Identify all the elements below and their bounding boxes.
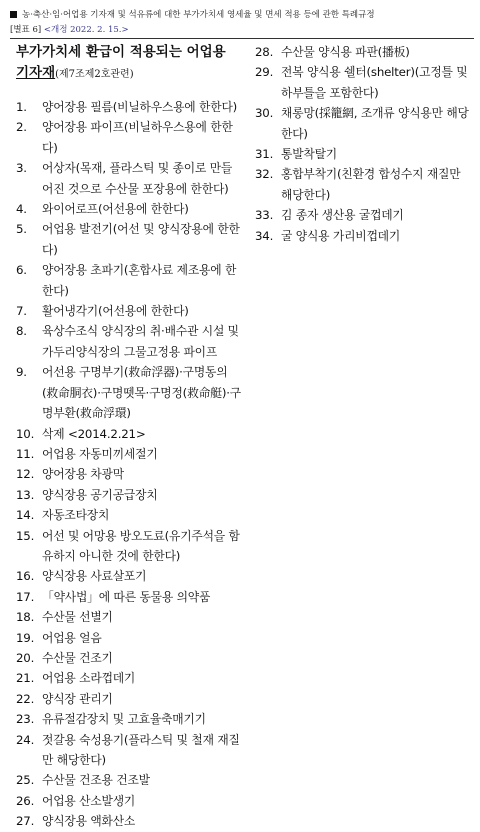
header-divider	[10, 38, 474, 39]
list-item	[16, 301, 242, 321]
list-item	[16, 505, 242, 525]
item-number: 17.	[16, 589, 35, 604]
list-item	[255, 42, 475, 62]
item-number: 6.	[16, 263, 27, 278]
item-number: 7.	[16, 304, 27, 319]
item-number: 18.	[16, 610, 35, 625]
regulation-title: 농·축산·임·어업용 기자재 및 석유류에 대한 부가가치세 영세율 및 면세 적용 등에 관한 특례규정	[22, 10, 375, 20]
list-item	[16, 117, 242, 158]
item-number: 8.	[16, 324, 27, 339]
item-text: 어업용 발전기(어선 및 양식장용에 한한다)	[42, 222, 240, 257]
list-item	[255, 103, 475, 144]
item-text: 「약사법」에 따른 동물용 의약품	[42, 589, 211, 604]
item-text: 채롱망(採籠網, 조개류 양식용만 해당한다)	[281, 106, 469, 141]
item-text: 와이어로프(어선용에 한한다)	[42, 202, 189, 217]
list-item	[16, 424, 242, 444]
item-number: 13.	[16, 487, 35, 502]
item-text: 김 종자 생산용 굴껍데기	[281, 208, 404, 223]
item-text: 육상수조식 양식장의 취·배수관 시설 및 가두리양식장의 그물고정용 파이프	[42, 324, 239, 359]
item-text: 어상자(목재, 플라스틱 및 종이로 만들어진 것으로 수산물 포장용에 한한다)	[42, 161, 233, 196]
item-number: 5.	[16, 222, 27, 237]
item-text: 양식장용 공기공급장치	[42, 487, 158, 502]
item-number: 29.	[255, 65, 274, 80]
item-number: 28.	[255, 45, 274, 59]
list-item	[16, 689, 242, 709]
item-text: 양어장용 파이프(비닐하우스용에 한한다)	[42, 120, 233, 155]
list-item	[16, 485, 242, 505]
revision-date-link[interactable]: <개정 2022. 2. 15.>	[43, 25, 129, 35]
item-number: 2.	[16, 120, 27, 135]
item-text: 수산물 건조기	[42, 650, 113, 665]
item-number: 26.	[16, 793, 35, 808]
item-text: 홍합부착기(친환경 합성수지 재질만 해당한다)	[281, 167, 461, 202]
item-text: 어업용 자동미끼세절기	[42, 446, 158, 461]
item-number: 11.	[16, 446, 35, 461]
item-number: 20.	[16, 650, 35, 665]
item-number: 9.	[16, 365, 27, 380]
list-item	[16, 587, 242, 607]
item-number: 22.	[16, 691, 35, 706]
item-text: 통발착탈기	[281, 147, 337, 162]
item-text: 양어장용 초파기(혼합사료 제조용에 한한다)	[42, 263, 237, 298]
item-text: 젓갈용 숙성용기(플라스틱 및 철재 재질만 해당한다)	[42, 732, 240, 767]
section-title-line2: 기자재	[16, 65, 56, 81]
item-text: 양어장용 차광막	[42, 467, 124, 482]
item-number: 33.	[255, 208, 274, 223]
header-label-line	[10, 23, 472, 38]
list-item	[16, 811, 242, 831]
item-text: 어선 및 어망용 방오도료(유기주석을 함유하지 아니한 것에 한한다)	[42, 528, 240, 563]
item-text: 수산물 선별기	[42, 610, 113, 625]
list-item	[16, 730, 242, 771]
left-column	[16, 42, 242, 832]
list-item	[16, 709, 242, 729]
section-title-line1: 부가가치세 환급이 적용되는 어업용	[16, 44, 226, 60]
item-text: 어업용 소라껍데기	[42, 671, 136, 686]
item-text: 삭제 <2014.2.21>	[42, 426, 146, 441]
item-number: 31.	[255, 147, 274, 162]
list-item	[16, 770, 242, 790]
item-number: 25.	[16, 773, 35, 788]
list-item	[16, 607, 242, 627]
list-item	[16, 668, 242, 688]
list-item	[16, 526, 242, 567]
item-number: 19.	[16, 630, 35, 645]
table-label: [별표 6]	[10, 25, 42, 35]
item-number: 14.	[16, 508, 35, 523]
list-item	[16, 199, 242, 219]
item-text: 어업용 얼음	[42, 630, 102, 645]
list-item	[16, 219, 242, 260]
document-header	[10, 8, 472, 38]
list-item	[16, 444, 242, 464]
item-number: 23.	[16, 712, 35, 727]
item-text: 수산물 양식용 파판(播板)	[281, 45, 410, 59]
section-subtitle: (제7조제2호관련)	[55, 69, 134, 80]
list-item	[255, 226, 475, 246]
item-text: 양식장용 액화산소	[42, 814, 136, 829]
square-bullet-icon	[10, 11, 17, 18]
list-item	[16, 321, 242, 362]
item-number: 32.	[255, 167, 274, 182]
item-text: 자동조타장치	[42, 508, 110, 523]
list-item	[16, 464, 242, 484]
list-item	[16, 648, 242, 668]
item-number: 15.	[16, 528, 35, 543]
item-text: 양식장용 사료살포기	[42, 569, 147, 584]
item-text: 활어냉각기(어선용에 한한다)	[42, 304, 189, 319]
header-title-line	[10, 8, 472, 23]
item-number: 16.	[16, 569, 35, 584]
list-item	[16, 97, 242, 117]
item-number: 24.	[16, 732, 35, 747]
item-text: 양식장 관리기	[42, 691, 113, 706]
section-title	[16, 42, 242, 85]
item-text: 어선용 구명부기(救命浮器)·구명동의(救命胴衣)·구명뗏목·구명정(救命艇)·구명부환(救命浮環)	[42, 365, 242, 421]
list-item	[255, 205, 475, 225]
list-item	[255, 144, 475, 164]
item-text: 양어장용 필름(비닐하우스용에 한한다)	[42, 100, 238, 114]
item-number: 3.	[16, 161, 27, 176]
item-number: 12.	[16, 467, 35, 482]
list-item	[255, 164, 475, 205]
item-list-right	[255, 42, 475, 246]
item-text: 전복 양식용 쉘터(shelter)(고정틀 및 하부틀을 포함한다)	[281, 65, 468, 100]
item-number: 4.	[16, 202, 27, 217]
right-column	[255, 42, 475, 246]
list-item	[16, 566, 242, 586]
list-item	[16, 628, 242, 648]
item-text: 유류절감장치 및 고효율축매기기	[42, 712, 206, 727]
item-text: 수산물 건조용 건조발	[42, 773, 150, 788]
list-item	[16, 362, 242, 423]
item-number: 10.	[16, 426, 35, 441]
list-item	[16, 260, 242, 301]
item-number: 30.	[255, 106, 274, 121]
item-list-left	[16, 97, 242, 832]
list-item	[16, 158, 242, 199]
item-text: 어업용 산소발생기	[42, 793, 136, 808]
item-number: 27.	[16, 814, 35, 829]
item-number: 1.	[16, 100, 27, 114]
item-number: 21.	[16, 671, 35, 686]
list-item	[255, 62, 475, 103]
item-text: 굴 양식용 가리비껍데기	[281, 228, 401, 243]
item-number: 34.	[255, 228, 274, 243]
list-item	[16, 791, 242, 811]
